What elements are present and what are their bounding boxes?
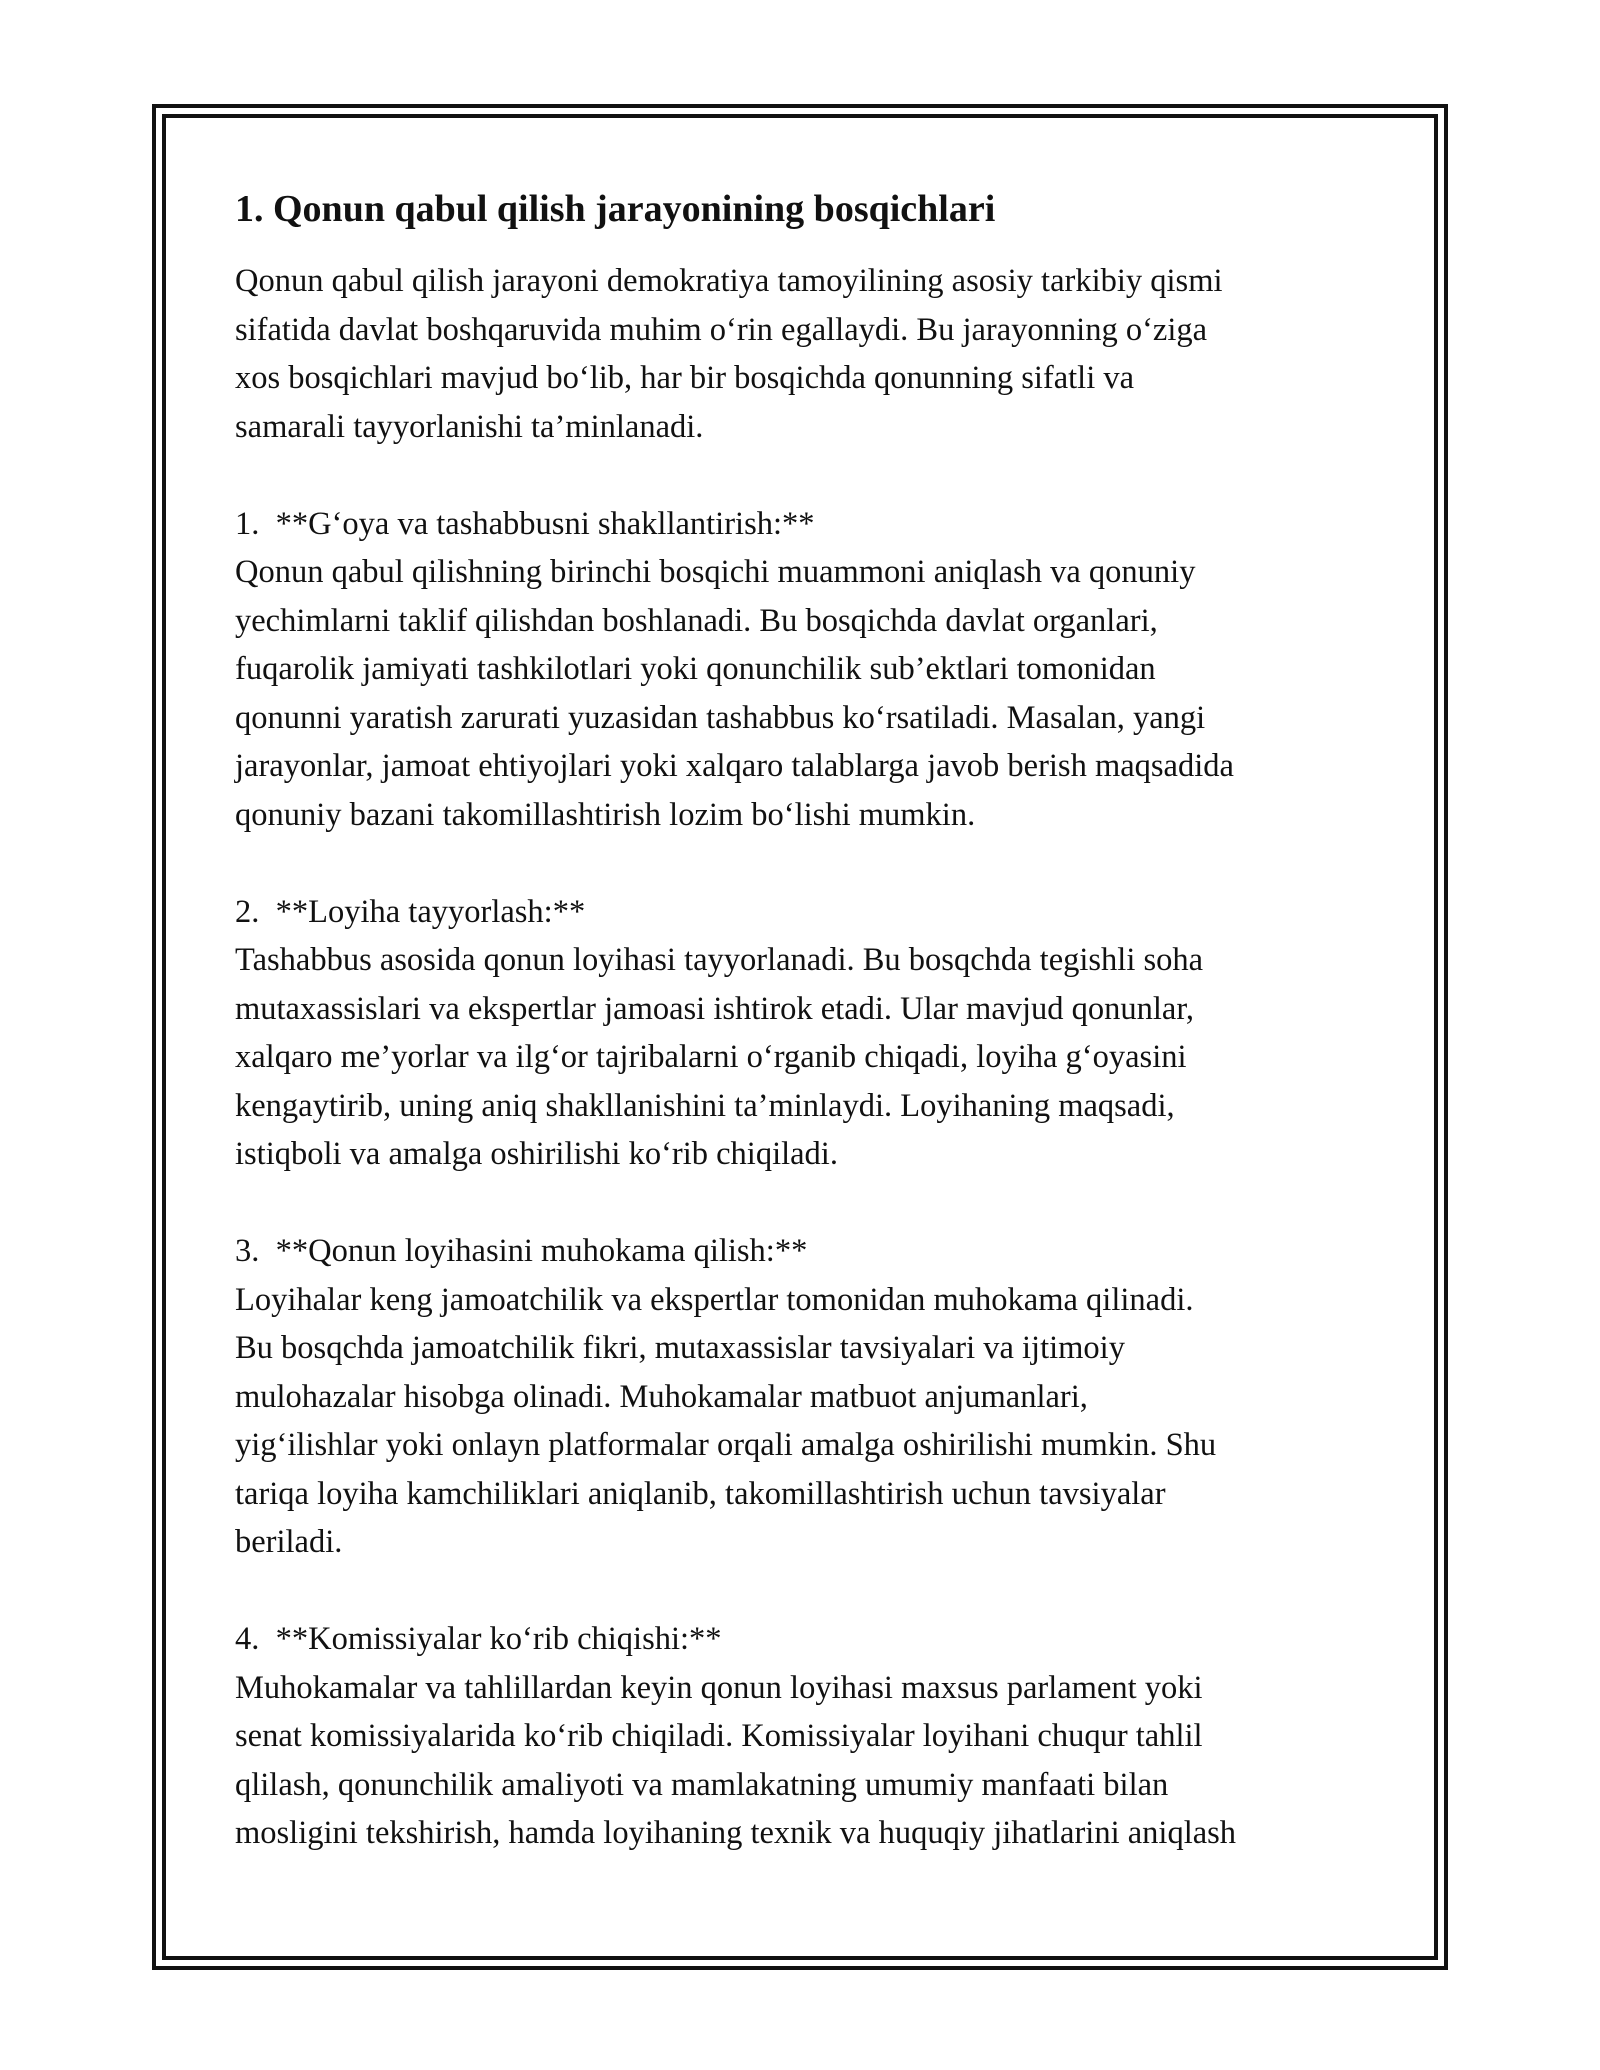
- paragraph-spacer: [235, 839, 1385, 888]
- paragraph-spacer: [235, 1567, 1385, 1616]
- intro-paragraph: Qonun qabul qilish jarayoni demokratiya tamoyilining asosiy tarkibiy qismi sifatida davlat boshqaruvida muhim o‘rin egallaydi. Bu jarayonning o‘ziga xos bosqichlari mavjud bo‘lib, har bir bosqichda qonunning sifatli va samarali tayyorlanishi ta’minlanadi.: [235, 263, 1223, 445]
- list-item-4: [235, 1615, 1385, 1858]
- paragraph-spacer: [235, 451, 1385, 500]
- list-item-1: [235, 500, 1385, 840]
- document-title: 1. Qonun qabul qilish jarayonining bosqichlari: [235, 188, 996, 230]
- list-item-heading: 3. **Qonun loyihasini muhokama qilish:**: [235, 1233, 808, 1269]
- list-item-heading: 2. **Loyiha tayyorlash:**: [235, 893, 586, 930]
- list-item-heading: 4. **Komissiyalar ko‘rib chiqishi:**: [235, 1621, 722, 1657]
- list-item-heading: 1. **G‘oya va tashabbusni shakllantirish:**: [235, 505, 815, 542]
- paragraph-spacer: [235, 1179, 1385, 1228]
- list-item-3: [235, 1227, 1385, 1567]
- list-item-body: Tashabbus asosida qonun loyihasi tayyorlanadi. Bu bosqchda tegishli soha mutaxassislari va ekspertlar jamoasi ishtirok etadi. Ular mavjud qonunlar, xalqaro me’yorlar va ilg‘or tajribalarni o‘rganib chiqadi, loyiha g‘oyasini kengaytirib, uning aniq shakllanishini ta’minlaydi. Loyihaning maqsadi, istiqboli va amalga oshirilishi ko‘rib chiqiladi.: [235, 942, 1204, 1172]
- list-item-body: Qonun qabul qilishning birinchi bosqichi muammoni aniqlash va qonuniy yechimlarni taklif qilishdan boshlanadi. Bu bosqichda davlat organlari, fuqarolik jamiyati tashkilotlari yoki qonunchilik sub’ektlari tomonidan qonunni yaratish zarurati yuzasidan tashabbus ko‘rsatiladi. Masalan, yangi jarayonlar, jamoat ehtiyojlari yoki xalqaro talablarga javob berish maqsadida qonuniy bazani takomillashtirish lozim bo‘lishi mumkin.: [235, 554, 1234, 833]
- list-item-body: Muhokamalar va tahlillardan keyin qonun loyihasi maxsus parlament yoki senat komissiyalarida ko‘rib chiqiladi. Komissiyalar loyihani chuqur tahlil qlilash, qonunchilik amaliyoti va mamlakatning umumiy manfaati bilan mosligini tekshirish, hamda loyihaning texnik va huquqiy jihatlarini aniqlash: [235, 1669, 1237, 1851]
- document-body: [235, 185, 1385, 1858]
- list-item-body: Loyihalar keng jamoatchilik va ekspertlar tomonidan muhokama qilinadi. Bu bosqchda jamoatchilik fikri, mutaxassislar tavsiyalari va ijtimoiy mulohazalar hisobga olinadi. Muhokamalar matbuot anjumanlari, yig‘ilishlar yoki onlayn platformalar orqali amalga oshirilishi mumkin. Shu tariqa loyiha kamchiliklari aniqlanib, takomillashtirish uchun tavsiyalar beriladi.: [235, 1281, 1217, 1560]
- list-item-2: [235, 888, 1385, 1179]
